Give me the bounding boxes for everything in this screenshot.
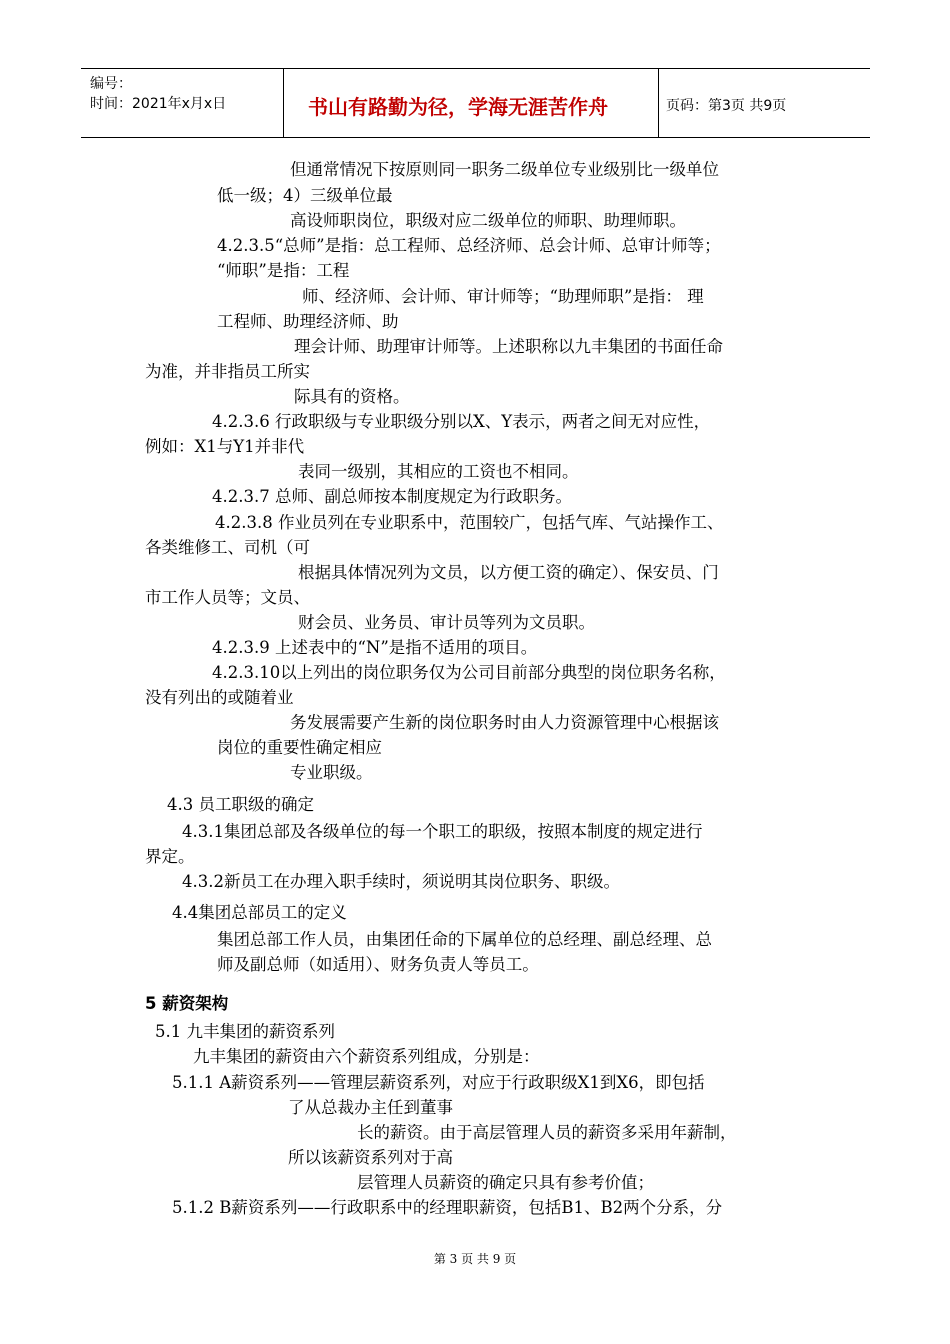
- header-page-info: 页码：第3页 共9页: [666, 98, 787, 114]
- section-heading: 4.4集团总部员工的定义: [172, 903, 347, 922]
- body-line: 各类维修工、司机（可: [145, 538, 310, 557]
- page-header: [81, 68, 870, 138]
- body-line: “师职”是指：工程: [217, 261, 350, 280]
- body-line: 九丰集团的薪资由六个薪资系列组成，分别是：: [193, 1047, 540, 1066]
- body-line: 所以该薪资系列对于高: [288, 1148, 453, 1167]
- body-line: 没有列出的或随着业: [145, 688, 294, 707]
- body-line: 高设师职岗位，职级对应二级单位的师职、助理师职。: [290, 211, 686, 230]
- document-time-label: 时间：2021年x月x日: [90, 96, 227, 112]
- body-line: 岗位的重要性确定相应: [217, 738, 382, 757]
- body-line: 低一级；4）三级单位最: [217, 186, 393, 205]
- body-line: 界定。: [145, 847, 195, 866]
- body-line: 际具有的资格。: [294, 387, 410, 406]
- body-line: 专业职级。: [290, 763, 373, 782]
- body-line: 例如：X1与Y1并非代: [145, 437, 305, 456]
- body-line: 4.3.2新员工在办理入职手续时，须说明其岗位职务、职级。: [182, 872, 620, 891]
- section-heading: 4.3 员工职级的确定: [167, 795, 314, 814]
- body-line: 市工作人员等；文员、: [145, 588, 310, 607]
- body-line: 根据具体情况列为文员，以方便工资的确定）、保安员、门: [298, 563, 719, 582]
- body-line: 5.1.1 A薪资系列——管理层薪资系列，对应于行政职级X1到X6，即包括: [172, 1073, 705, 1092]
- body-line: 4.3.1集团总部及各级单位的每一个职工的职级，按照本制度的规定进行: [182, 822, 703, 841]
- body-line: 师、经济师、会计师、审计师等；“助理师职”是指： 理: [302, 287, 704, 306]
- page-footer: 第 3 页 共 9 页: [433, 1252, 517, 1266]
- body-line: 4.2.3.8 作业员列在专业职系中，范围较广，包括气库、气站操作工、: [215, 513, 724, 532]
- body-line: 长的薪资。由于高层管理人员的薪资多采用年薪制，: [357, 1123, 737, 1142]
- header-meta-cell: [81, 69, 284, 137]
- body-line: 理会计师、助理审计师等。上述职称以九丰集团的书面任命: [294, 337, 723, 356]
- body-line: 5.1.2 B薪资系列——行政职系中的经理职薪资，包括B1、B2两个分系，分: [172, 1198, 723, 1217]
- body-line: 层管理人员薪资的确定只具有参考价值；: [357, 1173, 654, 1192]
- section-heading: 5.1 九丰集团的薪资系列: [155, 1022, 335, 1041]
- header-motto: 书山有路勤为径，学海无涯苦作舟: [308, 95, 608, 119]
- body-line: 4.2.3.6 行政职级与专业职级分别以X、Y表示，两者之间无对应性，: [212, 412, 711, 431]
- body-line: 但通常情况下按原则同一职务二级单位专业级别比一级单位: [290, 160, 719, 179]
- header-motto-cell: [284, 69, 659, 137]
- body-line: 务发展需要产生新的岗位职务时由人力资源管理中心根据该: [290, 713, 719, 732]
- body-line: 4.2.3.7 总师、副总师按本制度规定为行政职务。: [212, 487, 572, 506]
- body-line: 4.2.3.9 上述表中的“N”是指不适用的项目。: [212, 638, 538, 657]
- chapter-heading: 5 薪资架构: [145, 994, 229, 1013]
- header-page-cell: [659, 69, 870, 137]
- body-line: 为准，并非指员工所实: [145, 362, 310, 381]
- body-line: 集团总部工作人员，由集团任命的下属单位的总经理、副总经理、总: [217, 930, 712, 949]
- document-number-label: 编号：: [90, 76, 132, 92]
- body-line: 4.2.3.10以上列出的岗位职务仅为公司目前部分典型的岗位职务名称，: [212, 663, 726, 682]
- body-line: 了从总裁办主任到董事: [288, 1098, 453, 1117]
- body-line: 表同一级别，其相应的工资也不相同。: [298, 462, 579, 481]
- body-line: 财会员、业务员、审计员等列为文员职。: [298, 613, 595, 632]
- body-line: 工程师、助理经济师、助: [217, 312, 399, 331]
- body-line: 4.2.3.5“总师”是指：总工程师、总经济师、总会计师、总审计师等；: [217, 236, 721, 255]
- body-line: 师及副总师（如适用）、财务负责人等员工。: [217, 955, 539, 974]
